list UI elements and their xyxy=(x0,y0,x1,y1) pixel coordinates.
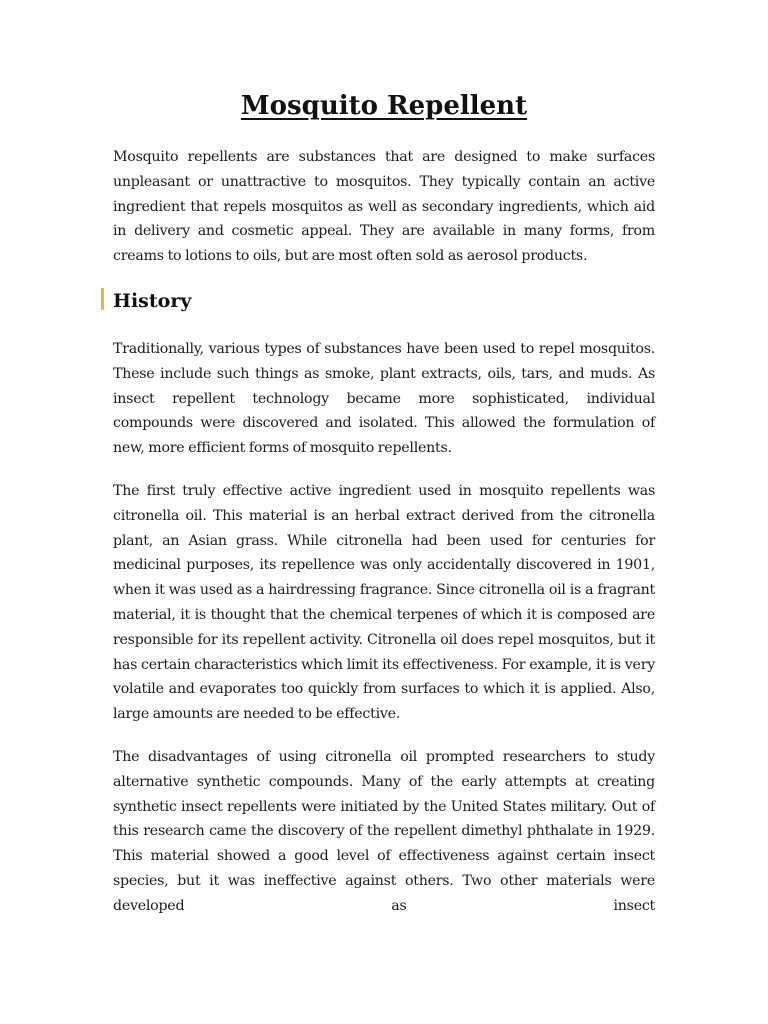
document-title: Mosquito Repellent xyxy=(240,91,528,121)
heading-accent-bar xyxy=(101,288,104,310)
history-paragraph-1: Traditionally, various types of substances have been used to repel mosquitos. These include such things as smoke, plant extracts, oils, tars, and muds. As insect repellent technology became more sophisticated, individual compounds were discovered and isolated. This allowed the formulation of new, more efficient forms of mosquito repellents. xyxy=(113,340,655,457)
intro-paragraph: Mosquito repellents are substances that are designed to make surfaces unpleasant or unattractive to mosquitos. They typically contain an active ingredient that repels mosquitos as well as secondary ingredients, which aid in delivery and cosmetic appeal. They are available in many forms, from creams to lotions to oils, but are most often sold as aerosol products. xyxy=(113,149,655,265)
section-heading-history xyxy=(113,283,655,319)
document-page xyxy=(113,88,655,919)
section-heading-text: History xyxy=(113,289,192,312)
history-paragraph-2: The first truly effective active ingredient used in mosquito repellents was citronella oil. This material is an herbal extract derived from the citronella plant, an Asian grass. While citronella had been used for centuries for medicinal purposes, its repellence was only accidentally discovered in 1901, when it was used as a hairdressing fragrance. Since citronella oil is a fragrant material, it is thought that the chemical terpenes of which it is composed are responsible for its repellent activity. Citronella oil does repel mosquitos, but it has certain characteristics which limit its effectiveness. For example, it is very volatile and evaporates too quickly from surfaces to which it is applied. Also, large amounts are needed to be effective. xyxy=(113,482,655,723)
history-paragraph-3: The disadvantages of using citronella oil prompted researchers to study alternative synthetic compounds. Many of the early attempts at creating synthetic insect repellents were initiated by the United States military. Out of this research came the discovery of the repellent dimethyl phthalate in 1929. This material showed a good level of effectiveness against certain insect species, but it was ineffective against others. Two other materials were developed as insect xyxy=(113,748,655,914)
